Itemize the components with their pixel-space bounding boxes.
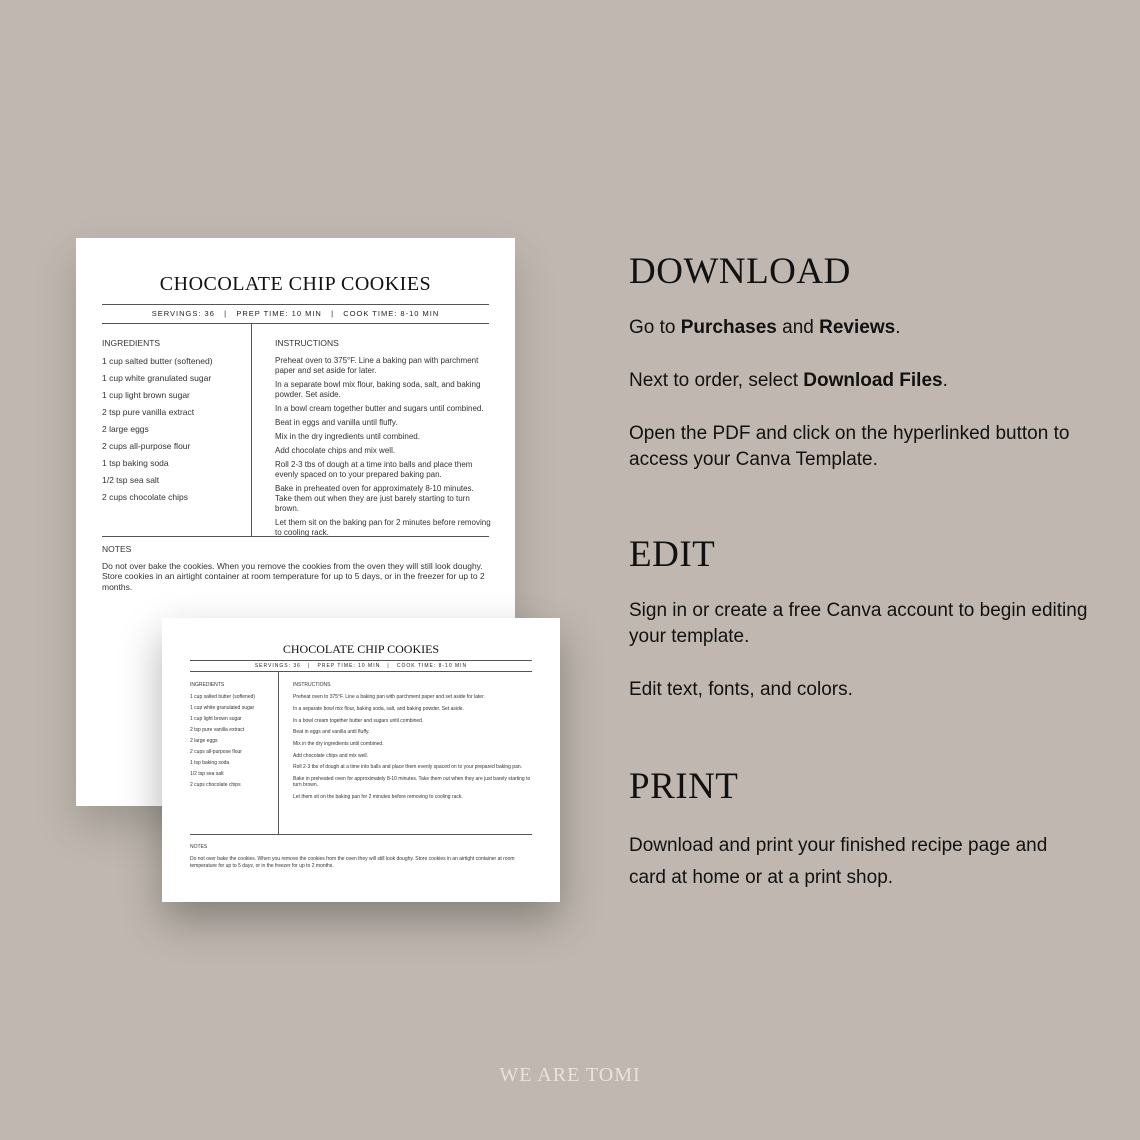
divider [102,304,489,305]
text: Next to order, select [629,370,804,391]
ingredient-item: 1/2 tsp sea salt [102,475,160,485]
ingredient-item: 2 cups all-purpose flour [102,441,191,451]
ingredient-item: 1/2 tsp sea salt [190,771,224,777]
ingredient-item: 1 cup light brown sugar [102,390,190,400]
ingredient-item: 2 tsp pure vanilla extract [190,727,245,733]
download-files-text: Download Files [803,370,943,391]
column-divider [278,672,279,834]
recipe-meta: SERVINGS: 36 | PREP TIME: 10 MIN | COOK TIME: 8-10 MIN [151,309,440,318]
purchases-text: Purchases [680,317,777,338]
instructions-panel [629,250,1089,921]
text: Go to [629,317,681,338]
ingredient-item: 1 cup salted butter (softened) [190,694,256,700]
divider [190,660,532,661]
ingredient-item: 2 cups chocolate chips [190,782,241,788]
instruction-step: Mix in the dry ingredients until combined. [275,432,420,441]
ingredient-item: 2 tsp pure vanilla extract [102,407,195,417]
recipe-title: CHOCOLATE CHIP COOKIES [159,273,432,295]
ingredients-column [190,682,275,793]
notes-heading: NOTES [190,844,208,850]
instructions-column [293,682,533,806]
ingredients-heading: INGREDIENTS [190,682,225,688]
instruction-step: In a separate bowl mix flour, baking soda, salt, and baking powder. Set aside. [293,705,464,712]
notes-text: Do not over bake the cookies. When you remove the cookies from the oven they will still look doughy. Store cookies in an airtight container at room temperature for up to 5 days, or in the freezer for up to 2 months. [190,856,515,869]
edit-step-1: Sign in or create a free Canva account to begin editing your template. [629,600,1088,647]
instruction-step: Mix in the dry ingredients until combined. [293,741,384,748]
notes-text: Do not over bake the cookies. When you remove the cookies from the oven they will still look doughy. Store cookies in an airtight container at room temperature for up to 5 days, or in the freezer for up to 2 months. [102,560,485,592]
divider [190,671,532,672]
instruction-step: Beat in eggs and vanilla until fluffy. [275,418,398,427]
recipe-title: CHOCOLATE CHIP COOKIES [282,642,440,656]
recipe-card-mockup [162,618,560,902]
print-step-1: Download and print your finished recipe page and card at home or at a print shop. [629,835,1048,888]
ingredient-item: 2 large eggs [102,424,149,434]
instruction-step: In a bowl cream together butter and sugars until combined. [293,717,424,724]
instruction-step: Preheat oven to 375°F. Line a baking pan with parchment paper and set aside for later. [275,356,479,375]
instruction-step: Preheat oven to 375°F. Line a baking pan with parchment paper and set aside for later. [293,694,485,701]
instruction-step: Beat in eggs and vanilla until fluffy. [293,729,370,736]
ingredient-item: 1 tsp baking soda [190,760,230,766]
instruction-step: Bake in preheated oven for approximately 8-10 minutes. Take them out when they are just barely starting to turn brown. [293,776,531,789]
ingredient-item: 2 cups chocolate chips [102,492,188,502]
text: . [895,317,901,338]
ingredients-column [102,338,242,509]
divider [102,323,489,324]
instructions-heading: INSTRUCTIONS [293,682,331,688]
ingredient-item: 1 cup salted butter (softened) [102,356,213,366]
download-step-1 [629,315,1089,341]
edit-heading: EDIT [629,534,716,575]
ingredient-item: 1 tsp baking soda [102,458,169,468]
instruction-step: Add chocolate chips and mix well. [275,446,396,455]
divider [102,536,489,537]
text: . [942,370,948,391]
print-heading: PRINT [629,766,739,807]
ingredient-item: 1 cup light brown sugar [190,716,242,722]
edit-step-2: Edit text, fonts, and colors. [629,679,853,700]
instructions-heading: INSTRUCTIONS [275,338,339,348]
recipe-meta: SERVINGS: 36 | PREP TIME: 10 MIN | COOK TIME: 8-10 MIN [254,663,468,669]
download-heading: DOWNLOAD [629,251,851,292]
notes-section [102,544,492,592]
notes-section [190,844,535,869]
instruction-step: In a bowl cream together butter and sugars until combined. [275,404,484,413]
column-divider [251,324,252,536]
instruction-step: Let them sit on the baking pan for 2 minutes before removing to cooling rack. [275,518,491,537]
ingredient-item: 2 cups all-purpose flour [190,749,242,755]
reviews-text: Reviews [819,317,896,338]
ingredient-item: 1 cup white granulated sugar [102,373,212,383]
download-step-3: Open the PDF and click on the hyperlinked button to access your Canva Template. [629,423,1070,470]
instruction-step: Roll 2-3 tbs of dough at a time into balls and place them evenly spaced on to your prepared baking pan. [293,764,523,771]
instruction-step: In a separate bowl mix flour, baking soda, salt, and baking powder. Set aside. [275,380,481,399]
instruction-step: Add chocolate chips and mix well. [293,752,369,759]
ingredients-heading: INGREDIENTS [102,338,161,348]
instruction-step: Roll 2-3 tbs of dough at a time into balls and place them evenly spaced on to your prepared baking pan. [275,460,473,479]
text: and [776,317,820,338]
brand-logo: WE ARE TOMI [499,1064,641,1086]
divider [190,834,532,835]
download-step-2 [629,368,1089,394]
instructions-column [275,338,491,542]
instruction-step: Let them sit on the baking pan for 2 minutes before removing to cooling rack. [293,794,463,801]
ingredient-item: 2 large eggs [190,738,218,744]
ingredient-item: 1 cup white granulated sugar [190,705,255,711]
notes-heading: NOTES [102,544,132,554]
instruction-step: Bake in preheated oven for approximately 8-10 minutes. Take them out when they are just barely starting to turn brown. [275,484,474,513]
